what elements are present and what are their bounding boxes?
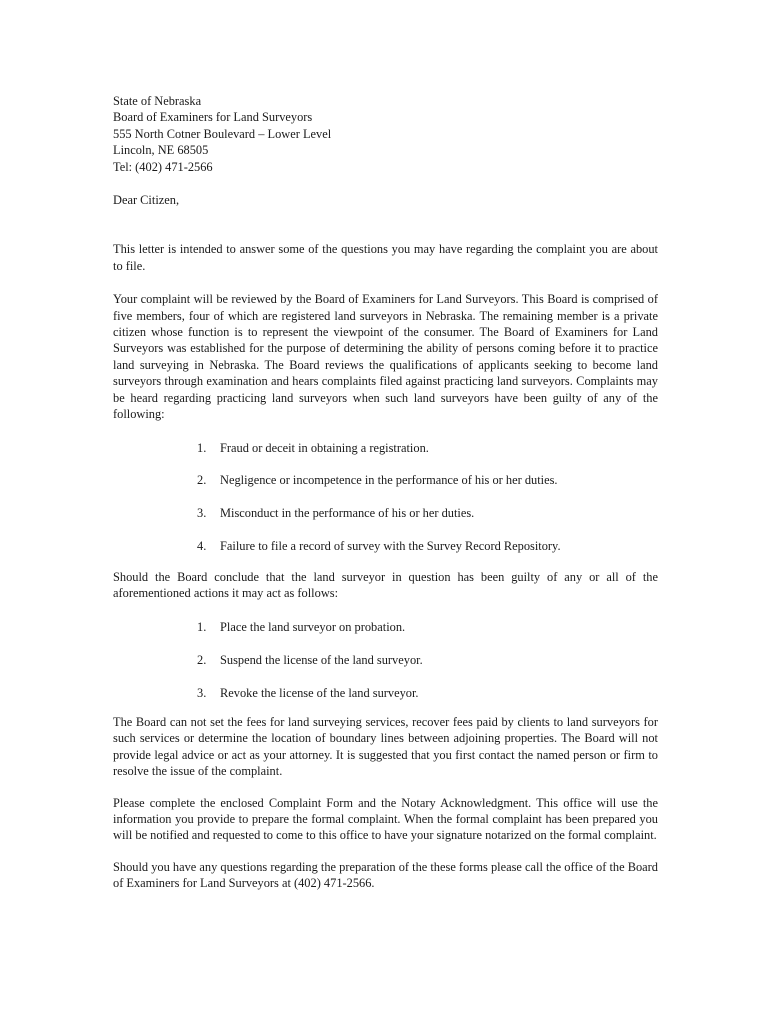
- list-number: 3.: [197, 685, 207, 700]
- list-number: 4.: [197, 539, 207, 554]
- list-text: Suspend the license of the land surveyor.: [220, 652, 423, 667]
- list-item: [113, 472, 658, 488]
- address-board: Board of Examiners for Land Surveyors: [113, 110, 313, 125]
- paragraph-questions: Should you have any questions regarding the preparation of the these forms please call the office of the Board of Examiners for Land Surveyors at (402) 471-2566.: [113, 859, 658, 891]
- paragraph-intro: This letter is intended to answer some of the questions you may have regarding the complaint you are about to file.: [113, 242, 658, 273]
- list-item: [113, 505, 658, 521]
- list-number: 2.: [197, 652, 207, 667]
- actions-list: [113, 619, 658, 701]
- address-state: State of Nebraska: [113, 94, 202, 108]
- grounds-list: [113, 440, 658, 555]
- paragraph-complete: Please complete the enclosed Complaint Form and the Notary Acknowledgment. This office will use the information you provide to prepare the formal complaint. When the formal complaint has been prepared you will be notified and requested to come to this office to have your signature notarized on the formal complaint.: [113, 795, 658, 843]
- list-item: [113, 619, 658, 635]
- address-city: Lincoln, NE 68505: [113, 143, 209, 158]
- letter-body: [113, 93, 658, 892]
- list-text: Place the land surveyor on probation.: [220, 619, 406, 634]
- list-item: [113, 685, 658, 701]
- list-item: [113, 652, 658, 668]
- list-text: Negligence or incompetence in the performance of his or her duties.: [220, 473, 558, 488]
- paragraph-limits: The Board can not set the fees for land surveying services, recover fees paid by clients to land surveyors for such services or determine the location of boundary lines between adjoining properties. The Board will not provide legal advice or act as your attorney. It is suggested that you first contact the named person or firm to resolve the issue of the complaint.: [113, 715, 658, 779]
- list-number: 3.: [197, 506, 207, 521]
- list-text: Revoke the license of the land surveyor.: [220, 685, 419, 700]
- list-text: Misconduct in the performance of his or her duties.: [220, 506, 475, 521]
- list-item: [113, 440, 658, 456]
- address-street: 555 North Cotner Boulevard – Lower Level: [113, 126, 332, 141]
- address-phone: Tel: (402) 471-2566: [113, 159, 213, 174]
- list-number: 2.: [197, 473, 207, 488]
- list-text: Failure to file a record of survey with the Survey Record Repository.: [220, 539, 561, 554]
- list-item: [113, 538, 658, 554]
- list-number: 1.: [197, 619, 207, 634]
- list-text: Fraud or deceit in obtaining a registration.: [220, 440, 429, 455]
- sender-address: [113, 93, 658, 175]
- salutation: Dear Citizen,: [113, 193, 180, 208]
- paragraph-conclude: Should the Board conclude that the land surveyor in question has been guilty of any or all of the aforementioned actions it may act as follows:: [113, 569, 658, 601]
- paragraph-review: Your complaint will be reviewed by the Board of Examiners for Land Surveyors. This Board is comprised of five members, four of which are registered land surveyors in Nebraska. The remaining member is a private citizen whose function is to represent the viewpoint of the consumer. The Board of Examiners for Land Surveyors was established for the purpose of determining the ability of persons coming before it to practice land surveying in Nebraska. The Board reviews the qualifications of applicants seeking to become land surveyors through examination and hears complaints filed against practicing land surveyors. Complaints may be heard regarding practicing land surveyors when such land surveyors have been guilty of any of the following:: [113, 292, 658, 422]
- list-number: 1.: [197, 440, 207, 455]
